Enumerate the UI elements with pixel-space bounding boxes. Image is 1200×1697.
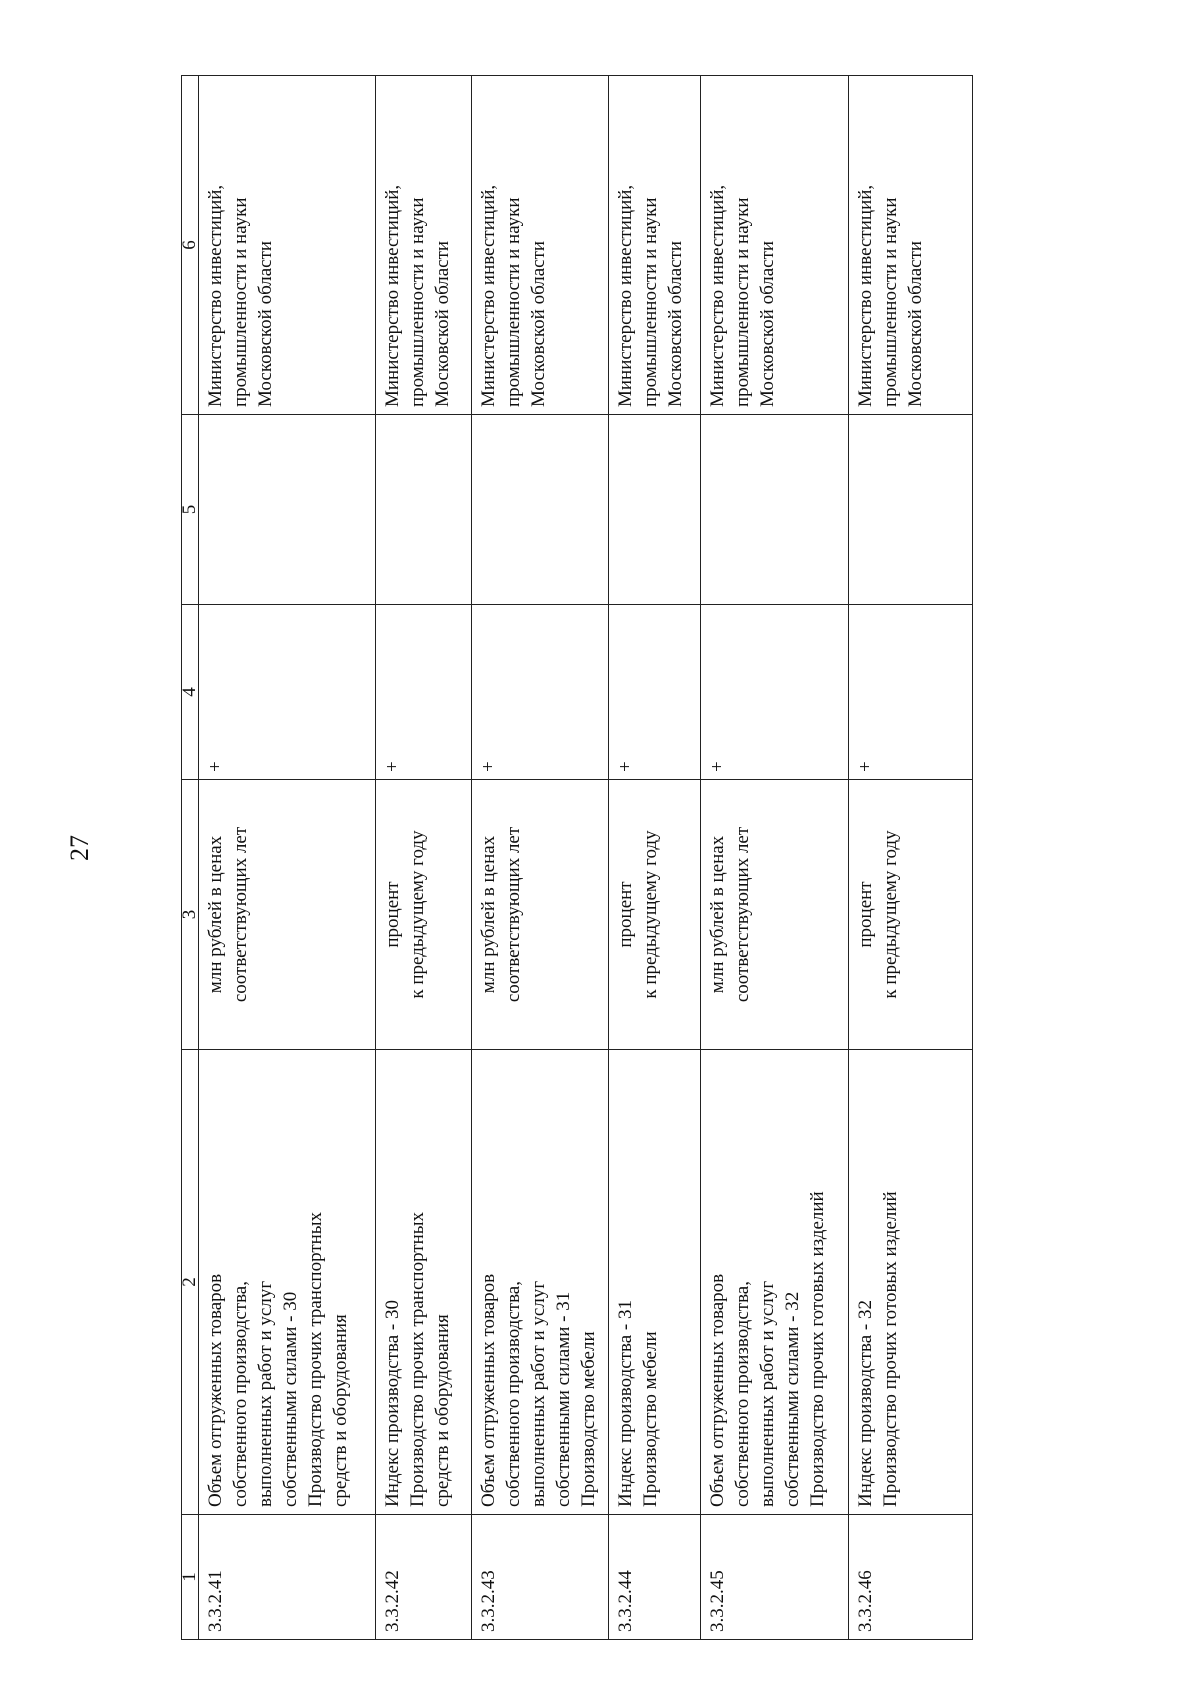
responsible-org: Министерство инвестиций, промышленности и науки Московской области [849,76,973,415]
empty-cell [472,415,609,605]
header-row [182,76,199,1640]
empty-cell [609,415,701,605]
indicator-name: Объем отгруженных товаров собственного производства, выполненных работ и услуг собственными силами - 31 Производство мебели [472,1050,609,1515]
row-number: 3.3.2.42 [376,1515,472,1640]
indicator-name: Индекс производства - 30 Производство прочих транспортных средств и оборудования [376,1050,472,1515]
unit-of-measure: млн рублей в ценах соответствующих лет [199,780,376,1050]
indicator-name: Индекс производства - 31 Производство мебели [609,1050,701,1515]
header-cell-4: 4 [182,605,199,780]
indicator-name: Объем отгруженных товаров собственного производства, выполненных работ и услуг собственными силами - 32 Производство прочих готовых изделий [701,1050,849,1515]
responsible-org: Министерство инвестиций, промышленности и науки Московской области [376,76,472,415]
unit-of-measure: млн рублей в ценах соответствующих лет [472,780,609,1050]
unit-of-measure: процент к предыдущему году [609,780,701,1050]
flag-mark: + [472,605,609,780]
responsible-org: Министерство инвестиций, промышленности и науки Московской области [609,76,701,415]
empty-cell [376,415,472,605]
table-row [376,76,472,1640]
row-number: 3.3.2.46 [849,1515,973,1640]
responsible-org: Министерство инвестиций, промышленности и науки Московской области [472,76,609,415]
row-number: 3.3.2.41 [199,1515,376,1640]
row-number: 3.3.2.45 [701,1515,849,1640]
flag-mark: + [849,605,973,780]
table-row [199,76,376,1640]
header-cell-6: 6 [182,76,199,415]
unit-of-measure: млн рублей в ценах соответствующих лет [701,780,849,1050]
unit-of-measure: процент к предыдущему году [376,780,472,1050]
rotated-table-frame [181,76,1200,1640]
row-number: 3.3.2.43 [472,1515,609,1640]
header-cell-5: 5 [182,415,199,605]
unit-of-measure: процент к предыдущему году [849,780,973,1050]
table-row [701,76,849,1640]
table-row [609,76,701,1640]
flag-mark: + [376,605,472,780]
indicator-name: Индекс производства - 32 Производство прочих готовых изделий [849,1050,973,1515]
empty-cell [849,415,973,605]
table-row [472,76,609,1640]
empty-cell [701,415,849,605]
empty-cell [199,415,376,605]
flag-mark: + [199,605,376,780]
header-cell-3: 3 [182,780,199,1050]
flag-mark: + [701,605,849,780]
rotated-table-content [181,76,1200,1640]
responsible-org: Министерство инвестиций, промышленности и науки Московской области [701,76,849,415]
page-number: 27 [65,835,94,861]
indicator-name: Объем отгруженных товаров собственного производства, выполненных работ и услуг собственными силами - 30 Производство прочих транспортных средств и оборудования [199,1050,376,1515]
flag-mark: + [609,605,701,780]
header-cell-1: 1 [182,1515,199,1640]
table-row [849,76,973,1640]
row-number: 3.3.2.44 [609,1515,701,1640]
indicator-table [181,75,973,1640]
header-cell-2: 2 [182,1050,199,1515]
responsible-org: Министерство инвестиций, промышленности и науки Московской области [199,76,376,415]
